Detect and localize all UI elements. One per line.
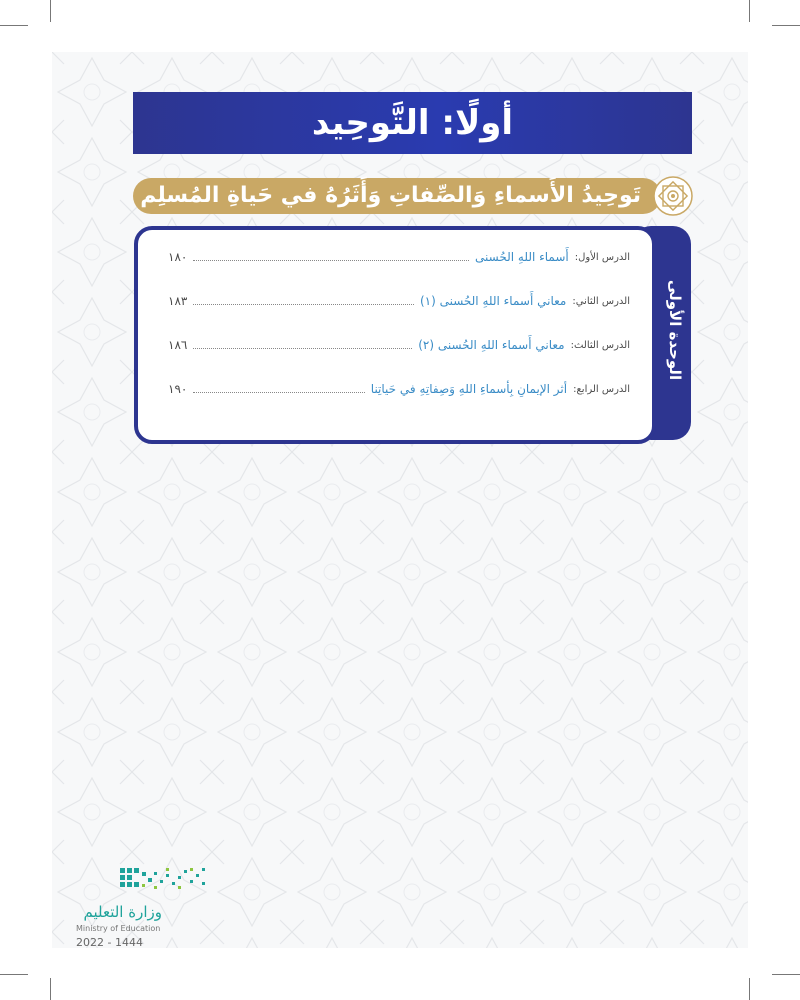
edition-year: 2022 - 1444 xyxy=(76,936,143,949)
lesson-title: أثر الإيمانِ بِأسماءِ اللهِ وَصِفاتِهِ في حَياتِنا xyxy=(370,382,568,396)
lesson-label: الدرس الرابع: xyxy=(573,383,630,395)
lesson-label: الدرس الثالث: xyxy=(570,339,630,351)
lesson-row[interactable] xyxy=(168,334,630,356)
ministry-name-english: Ministry of Education xyxy=(76,924,161,933)
crop-mark xyxy=(0,974,28,975)
crop-mark xyxy=(50,978,51,1000)
lesson-row[interactable] xyxy=(168,290,630,312)
flower-ornament-icon xyxy=(653,176,693,216)
ministry-logo-icon xyxy=(118,858,210,900)
lesson-label: الدرس الثاني: xyxy=(572,295,630,307)
dot-leader xyxy=(193,294,414,305)
lesson-title: أَسماء اللهِ الحُسنى xyxy=(475,250,569,264)
lesson-page-number: ١٩٠ xyxy=(168,382,188,396)
crop-mark xyxy=(50,0,51,22)
lesson-page-number: ١٨٣ xyxy=(168,294,188,308)
crop-mark xyxy=(749,0,750,22)
lessons-box xyxy=(134,226,656,444)
ministry-name-arabic: وزارة التعليم xyxy=(83,903,162,921)
subtitle-bar xyxy=(133,176,693,216)
crop-mark xyxy=(772,974,800,975)
dot-leader xyxy=(193,250,469,261)
crop-mark xyxy=(772,25,800,26)
lesson-page-number: ١٨٠ xyxy=(168,250,188,264)
lesson-title: معاني أَسماء اللهِ الحُسنى (١) xyxy=(419,294,567,308)
lesson-row[interactable] xyxy=(168,246,630,268)
dot-leader xyxy=(193,338,412,349)
dot-leader xyxy=(193,382,364,393)
crop-mark xyxy=(0,25,28,26)
lesson-title: معاني أَسماء اللهِ الحُسنى (٢) xyxy=(418,338,565,352)
lesson-row[interactable] xyxy=(168,378,630,400)
lesson-label: الدرس الأول: xyxy=(574,251,630,263)
lesson-page-number: ١٨٦ xyxy=(168,338,188,352)
page-title: أولًا: التَّوحِيد xyxy=(133,92,692,154)
unit-label: الوحدة الأولى xyxy=(666,279,684,381)
crop-mark xyxy=(749,978,750,1000)
subtitle-text: تَوحِيدُ الأَسماءِ وَالصِّفاتِ وَأَثَرُهُ في حَياةِ المُسلِم xyxy=(140,183,641,208)
